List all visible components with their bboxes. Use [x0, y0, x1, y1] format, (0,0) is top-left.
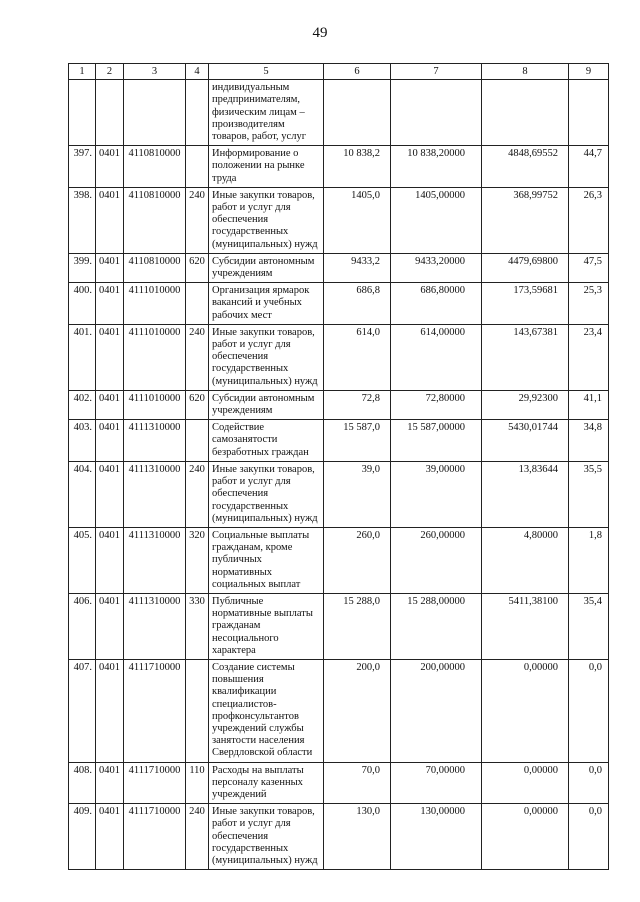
target-article-code-cell: 4111710000	[124, 804, 186, 870]
target-article-code-cell: 4111010000	[124, 390, 186, 419]
execution-percent-cell: 0,0	[569, 659, 609, 762]
approved-amount-cell: 260,0	[324, 527, 391, 593]
row-number-cell: 400.	[69, 283, 96, 325]
section-code-cell: 0401	[96, 283, 124, 325]
section-code-cell: 0401	[96, 253, 124, 282]
execution-percent-cell: 34,8	[569, 420, 609, 462]
column-header: 2	[96, 64, 124, 80]
table-row	[69, 593, 609, 659]
section-code-cell: 0401	[96, 187, 124, 253]
executed-amount-cell: 4,80000	[482, 527, 569, 593]
row-number-cell: 397.	[69, 146, 96, 188]
column-header: 8	[482, 64, 569, 80]
section-code-cell: 0401	[96, 762, 124, 804]
table-row	[69, 253, 609, 282]
target-article-code-cell: 4111310000	[124, 420, 186, 462]
item-name-cell: Иные закупки товаров, работ и услуг для обеспечения государственных (муниципальных) нужд	[209, 187, 324, 253]
target-article-code-cell	[124, 80, 186, 146]
planned-amount-cell	[391, 80, 482, 146]
target-article-code-cell: 4111010000	[124, 324, 186, 390]
section-code-cell: 0401	[96, 659, 124, 762]
section-code-cell	[96, 80, 124, 146]
approved-amount-cell	[324, 80, 391, 146]
target-article-code-cell: 4111310000	[124, 461, 186, 527]
section-code-cell: 0401	[96, 593, 124, 659]
planned-amount-cell: 15 288,00000	[391, 593, 482, 659]
item-name-cell: Расходы на выплаты персоналу казенных учреждений	[209, 762, 324, 804]
item-name-cell: Публичные нормативные выплаты гражданам несоциального характера	[209, 593, 324, 659]
expense-type-code-cell: 240	[186, 324, 209, 390]
execution-percent-cell: 0,0	[569, 762, 609, 804]
executed-amount-cell: 0,00000	[482, 762, 569, 804]
target-article-code-cell: 4111710000	[124, 659, 186, 762]
table-body	[69, 80, 609, 870]
execution-percent-cell: 35,4	[569, 593, 609, 659]
budget-table	[68, 63, 609, 870]
header-row	[69, 64, 609, 80]
item-name-cell: Субсидии автономным учреждениям	[209, 390, 324, 419]
item-name-cell: индивидуальным предпринимателям, физическим лицам – производителям товаров, работ, услуг	[209, 80, 324, 146]
row-number-cell: 409.	[69, 804, 96, 870]
executed-amount-cell: 173,59681	[482, 283, 569, 325]
section-code-cell: 0401	[96, 804, 124, 870]
table-row	[69, 461, 609, 527]
item-name-cell: Организация ярмарок вакансий и учебных рабочих мест	[209, 283, 324, 325]
approved-amount-cell: 200,0	[324, 659, 391, 762]
expense-type-code-cell: 240	[186, 187, 209, 253]
section-code-cell: 0401	[96, 461, 124, 527]
table-row	[69, 420, 609, 462]
planned-amount-cell: 72,80000	[391, 390, 482, 419]
row-number-cell: 401.	[69, 324, 96, 390]
column-header: 1	[69, 64, 96, 80]
executed-amount-cell: 5430,01744	[482, 420, 569, 462]
executed-amount-cell: 0,00000	[482, 659, 569, 762]
execution-percent-cell: 41,1	[569, 390, 609, 419]
item-name-cell: Информирование о положении на рынке труда	[209, 146, 324, 188]
row-number-cell: 406.	[69, 593, 96, 659]
approved-amount-cell: 130,0	[324, 804, 391, 870]
expense-type-code-cell: 330	[186, 593, 209, 659]
item-name-cell: Социальные выплаты гражданам, кроме публичных нормативных социальных выплат	[209, 527, 324, 593]
execution-percent-cell: 26,3	[569, 187, 609, 253]
execution-percent-cell: 44,7	[569, 146, 609, 188]
target-article-code-cell: 4110810000	[124, 187, 186, 253]
executed-amount-cell: 5411,38100	[482, 593, 569, 659]
section-code-cell: 0401	[96, 324, 124, 390]
column-header: 4	[186, 64, 209, 80]
planned-amount-cell: 614,00000	[391, 324, 482, 390]
table-row	[69, 146, 609, 188]
planned-amount-cell: 130,00000	[391, 804, 482, 870]
execution-percent-cell	[569, 80, 609, 146]
executed-amount-cell: 29,92300	[482, 390, 569, 419]
execution-percent-cell: 47,5	[569, 253, 609, 282]
table-row	[69, 659, 609, 762]
row-number-cell	[69, 80, 96, 146]
section-code-cell: 0401	[96, 146, 124, 188]
item-name-cell: Субсидии автономным учреждениям	[209, 253, 324, 282]
expense-type-code-cell	[186, 146, 209, 188]
expense-type-code-cell	[186, 283, 209, 325]
expense-type-code-cell: 110	[186, 762, 209, 804]
executed-amount-cell: 368,99752	[482, 187, 569, 253]
executed-amount-cell: 4479,69800	[482, 253, 569, 282]
column-header: 6	[324, 64, 391, 80]
table-row	[69, 804, 609, 870]
approved-amount-cell: 39,0	[324, 461, 391, 527]
column-header: 7	[391, 64, 482, 80]
planned-amount-cell: 15 587,00000	[391, 420, 482, 462]
row-number-cell: 403.	[69, 420, 96, 462]
item-name-cell: Иные закупки товаров, работ и услуг для обеспечения государственных (муниципальных) нужд	[209, 461, 324, 527]
execution-percent-cell: 23,4	[569, 324, 609, 390]
approved-amount-cell: 72,8	[324, 390, 391, 419]
execution-percent-cell: 1,8	[569, 527, 609, 593]
planned-amount-cell: 200,00000	[391, 659, 482, 762]
table-row	[69, 762, 609, 804]
expense-type-code-cell	[186, 420, 209, 462]
approved-amount-cell: 9433,2	[324, 253, 391, 282]
table-row	[69, 283, 609, 325]
approved-amount-cell: 15 587,0	[324, 420, 391, 462]
target-article-code-cell: 4110810000	[124, 146, 186, 188]
execution-percent-cell: 35,5	[569, 461, 609, 527]
approved-amount-cell: 70,0	[324, 762, 391, 804]
target-article-code-cell: 4110810000	[124, 253, 186, 282]
planned-amount-cell: 10 838,20000	[391, 146, 482, 188]
row-number-cell: 407.	[69, 659, 96, 762]
item-name-cell: Создание системы повышения квалификации специалистов-профконсультантов учреждений службы занятости населения Свердловской области	[209, 659, 324, 762]
expense-type-code-cell	[186, 80, 209, 146]
expense-type-code-cell: 620	[186, 390, 209, 419]
row-number-cell: 398.	[69, 187, 96, 253]
approved-amount-cell: 1405,0	[324, 187, 391, 253]
table-row	[69, 80, 609, 146]
execution-percent-cell: 25,3	[569, 283, 609, 325]
section-code-cell: 0401	[96, 390, 124, 419]
row-number-cell: 402.	[69, 390, 96, 419]
column-header: 9	[569, 64, 609, 80]
executed-amount-cell	[482, 80, 569, 146]
column-header: 5	[209, 64, 324, 80]
expense-type-code-cell: 620	[186, 253, 209, 282]
table-row	[69, 527, 609, 593]
expense-type-code-cell: 240	[186, 804, 209, 870]
item-name-cell: Иные закупки товаров, работ и услуг для обеспечения государственных (муниципальных) нужд	[209, 324, 324, 390]
target-article-code-cell: 4111310000	[124, 527, 186, 593]
section-code-cell: 0401	[96, 527, 124, 593]
row-number-cell: 408.	[69, 762, 96, 804]
executed-amount-cell: 4848,69552	[482, 146, 569, 188]
executed-amount-cell: 13,83644	[482, 461, 569, 527]
planned-amount-cell: 686,80000	[391, 283, 482, 325]
expense-type-code-cell: 320	[186, 527, 209, 593]
approved-amount-cell: 614,0	[324, 324, 391, 390]
row-number-cell: 399.	[69, 253, 96, 282]
target-article-code-cell: 4111310000	[124, 593, 186, 659]
executed-amount-cell: 143,67381	[482, 324, 569, 390]
planned-amount-cell: 260,00000	[391, 527, 482, 593]
section-code-cell: 0401	[96, 420, 124, 462]
expense-type-code-cell: 240	[186, 461, 209, 527]
planned-amount-cell: 39,00000	[391, 461, 482, 527]
approved-amount-cell: 10 838,2	[324, 146, 391, 188]
target-article-code-cell: 4111710000	[124, 762, 186, 804]
planned-amount-cell: 70,00000	[391, 762, 482, 804]
table-row	[69, 324, 609, 390]
table-row	[69, 390, 609, 419]
executed-amount-cell: 0,00000	[482, 804, 569, 870]
approved-amount-cell: 15 288,0	[324, 593, 391, 659]
execution-percent-cell: 0,0	[569, 804, 609, 870]
planned-amount-cell: 1405,00000	[391, 187, 482, 253]
table-row	[69, 187, 609, 253]
row-number-cell: 405.	[69, 527, 96, 593]
page-number: 49	[312, 25, 328, 41]
expense-type-code-cell	[186, 659, 209, 762]
column-header: 3	[124, 64, 186, 80]
planned-amount-cell: 9433,20000	[391, 253, 482, 282]
row-number-cell: 404.	[69, 461, 96, 527]
item-name-cell: Содействие самозанятости безработных граждан	[209, 420, 324, 462]
approved-amount-cell: 686,8	[324, 283, 391, 325]
item-name-cell: Иные закупки товаров, работ и услуг для обеспечения государственных (муниципальных) нужд	[209, 804, 324, 870]
target-article-code-cell: 4111010000	[124, 283, 186, 325]
